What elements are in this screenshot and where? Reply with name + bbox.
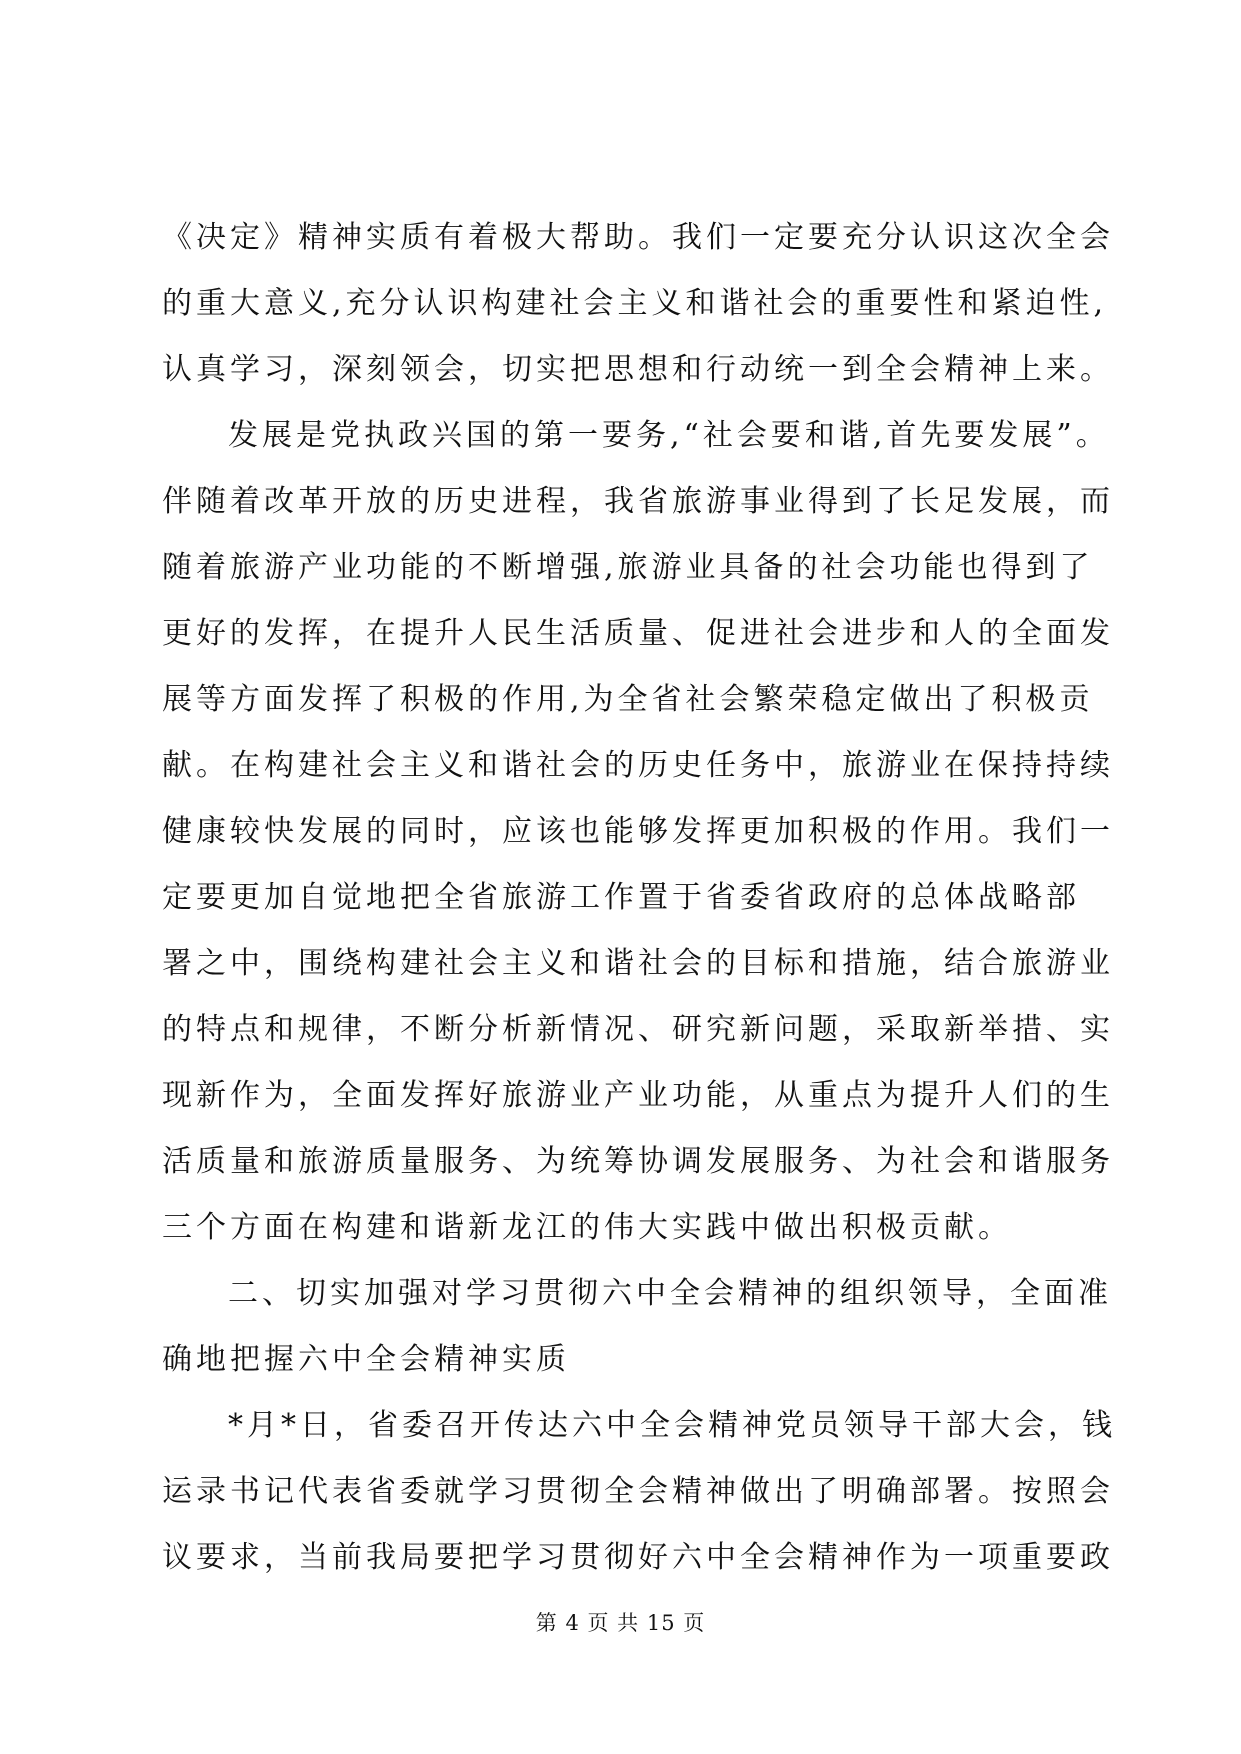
page-number-footer: 第 4 页 共 15 页 xyxy=(535,1611,706,1635)
text-line: 的重大意义,充分认识构建社会主义和谐社会的重要性和紧迫性, xyxy=(162,286,1108,321)
text-line: 展等方面发挥了积极的作用,为全省社会繁荣稳定做出了积极贡 xyxy=(162,682,1094,717)
text-line: 运录书记代表省委就学习贯彻全会精神做出了明确部署。按照会 xyxy=(162,1474,1114,1509)
text-line: 署之中，围绕构建社会主义和谐社会的目标和措施，结合旅游业 xyxy=(162,946,1114,981)
paragraph-start-line: *月*日，省委召开传达六中全会精神党员领导干部大会，钱 xyxy=(228,1408,1116,1443)
text-line: 活质量和旅游质量服务、为统筹协调发展服务、为社会和谐服务 xyxy=(162,1144,1114,1179)
text-line: 《决定》精神实质有着极大帮助。我们一定要充分认识这次全会 xyxy=(162,220,1114,255)
text-line: 三个方面在构建和谐新龙江的伟大实践中做出积极贡献。 xyxy=(162,1210,1012,1245)
section-heading-line: 确地把握六中全会精神实质 xyxy=(162,1342,570,1377)
section-heading-line: 二、切实加强对学习贯彻六中全会精神的组织领导，全面准 xyxy=(228,1276,1112,1311)
paragraph-start-line: 发展是党执政兴国的第一要务,“社会要和谐,首先要发展”。 xyxy=(228,418,1110,453)
body-text xyxy=(162,205,1116,1591)
text-line: 随着旅游产业功能的不断增强,旅游业具备的社会功能也得到了 xyxy=(162,550,1094,585)
text-line: 议要求，当前我局要把学习贯彻好六中全会精神作为一项重要政 xyxy=(162,1540,1114,1575)
text-line: 献。在构建社会主义和谐社会的历史任务中，旅游业在保持持续 xyxy=(162,748,1114,783)
text-line: 现新作为，全面发挥好旅游业产业功能，从重点为提升人们的生 xyxy=(162,1078,1114,1113)
text-line: 健康较快发展的同时，应该也能够发挥更加积极的作用。我们一 xyxy=(162,814,1114,849)
text-line: 伴随着改革开放的历史进程，我省旅游事业得到了长足发展，而 xyxy=(162,484,1114,519)
text-line: 定要更加自觉地把全省旅游工作置于省委省政府的总体战略部 xyxy=(162,880,1080,915)
text-line: 认真学习，深刻领会，切实把思想和行动统一到全会精神上来。 xyxy=(162,352,1114,387)
text-line: 更好的发挥，在提升人民生活质量、促进社会进步和人的全面发 xyxy=(162,616,1114,651)
text-line: 的特点和规律，不断分析新情况、研究新问题，采取新举措、实 xyxy=(162,1012,1114,1047)
